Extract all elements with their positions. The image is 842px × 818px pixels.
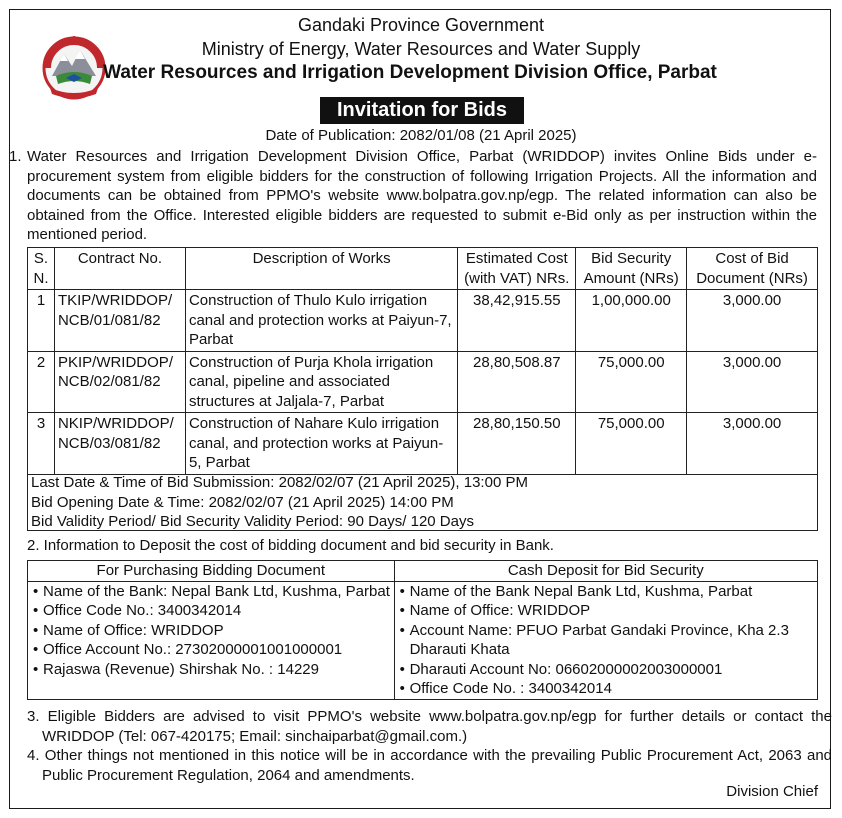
table-row xyxy=(28,351,818,413)
row-doc-cost: 3,000.00 xyxy=(687,413,818,475)
paragraph-2: 2. Information to Deposit the cost of bidding document and bid security in Bank. xyxy=(27,537,554,554)
opening-date: Bid Opening Date & Time: 2082/02/07 (21 April 2025) 14:00 PM xyxy=(31,493,454,511)
row-security: 1,00,000.00 xyxy=(576,290,687,352)
list-item: • Rajaswa (Revenue) Shirshak No. : 14229 xyxy=(31,660,391,680)
bank-left-list xyxy=(31,582,391,680)
row-sn: 1 xyxy=(28,290,55,352)
row-description: Construction of Nahare Kulo irrigation canal, and protection works at Paiyun-5, Parbat xyxy=(185,413,457,475)
row-doc-cost: 3,000.00 xyxy=(687,351,818,413)
list-item: • Name of Office: WRIDDOP xyxy=(31,621,391,641)
bank-info-table xyxy=(27,560,818,700)
list-item: • Office Account No.: 27302000001001000001 xyxy=(31,640,391,660)
bank-right-cell xyxy=(394,581,817,699)
validity-period: Bid Validity Period/ Bid Security Validity Period: 90 Days/ 120 Days xyxy=(31,513,474,530)
table-row xyxy=(28,290,818,352)
row-contract: TKIP/WRIDDOP/ NCB/01/081/82 xyxy=(54,290,185,352)
row-description: Construction of Purja Khola irrigation canal, pipeline and associated structures at Jaljala-7, Parbat xyxy=(185,351,457,413)
row-security: 75,000.00 xyxy=(576,351,687,413)
row-cost: 38,42,915.55 xyxy=(458,290,576,352)
publication-date: Date of Publication: 2082/01/08 (21 April 2025) xyxy=(265,127,577,144)
list-item: • Name of the Bank Nepal Bank Ltd, Kushma, Parbat xyxy=(398,582,814,602)
row-description: Construction of Thulo Kulo irrigation canal and protection works at Paiyun-7, Parbat xyxy=(185,290,457,352)
paragraph-4: 4. Other things not mentioned in this notice will be in accordance with the prevailing Public Procurement Act, 2063 and Public Procurement Regulation, 2064 and amendments. xyxy=(27,747,832,784)
row-doc-cost: 3,000.00 xyxy=(687,290,818,352)
bank-left-title: For Purchasing Bidding Document xyxy=(28,561,395,582)
row-contract: NKIP/WRIDDOP/ NCB/03/081/82 xyxy=(54,413,185,475)
header-doc-cost: Cost of Bid Document (NRs) xyxy=(687,248,818,290)
bank-right-list xyxy=(398,582,814,699)
submission-deadline: Last Date & Time of Bid Submission: 2082/02/07 (21 April 2025), 13:00 PM xyxy=(31,474,528,491)
list-item: • Account Name: PFUO Parbat Gandaki Province, Kha 2.3 Dharauti Khata xyxy=(398,621,814,660)
list-item: • Office Code No.: 3400342014 xyxy=(31,601,391,621)
office-name: Water Resources and Irrigation Development Division Office, Parbat xyxy=(103,62,717,83)
paragraph-1-number: 1. xyxy=(9,148,22,165)
header-security: Bid Security Amount (NRs) xyxy=(576,248,687,290)
table-row xyxy=(28,413,818,475)
header-cost: Estimated Cost (with VAT) NRs. xyxy=(458,248,576,290)
list-item: • Office Code No. : 3400342014 xyxy=(398,679,814,699)
table-header-row xyxy=(28,248,818,290)
header-contract: Contract No. xyxy=(54,248,185,290)
government-name: Gandaki Province Government xyxy=(297,15,545,35)
bank-left-cell xyxy=(28,581,395,699)
header-sn: S. N. xyxy=(28,248,55,290)
notice-title: Invitation for Bids xyxy=(320,97,524,124)
row-security: 75,000.00 xyxy=(576,413,687,475)
ministry-name: Ministry of Energy, Water Resources and Water Supply xyxy=(201,39,641,59)
row-cost: 28,80,150.50 xyxy=(458,413,576,475)
bank-right-title: Cash Deposit for Bid Security xyxy=(394,561,817,582)
list-item: • Name of Office: WRIDDOP xyxy=(398,601,814,621)
bids-table xyxy=(27,247,818,475)
row-sn: 3 xyxy=(28,413,55,475)
header-description: Description of Works xyxy=(185,248,457,290)
list-item: • Dharauti Account No: 06602000002003000001 xyxy=(398,660,814,680)
list-item: • Name of the Bank: Nepal Bank Ltd, Kushma, Parbat xyxy=(31,582,391,602)
bid-dates-box xyxy=(27,473,818,531)
row-cost: 28,80,508.87 xyxy=(458,351,576,413)
row-sn: 2 xyxy=(28,351,55,413)
row-contract: PKIP/WRIDDOP/ NCB/02/081/82 xyxy=(54,351,185,413)
paragraph-1-text: Water Resources and Irrigation Development Division Office, Parbat (WRIDDOP) invites Online Bids under e-procurement system from eligible bidders for the construction of following Irrigation Projects. All the information and documents can be obtained from PPMO's website www.bolpatra.gov.np/egp. The related information can also be obtained from the Office. Interested eligible bidders are requested to submit e-Bid only as per instruction within the mentioned period. xyxy=(27,148,817,243)
paragraph-1 xyxy=(9,147,817,245)
paragraph-3: 3. Eligible Bidders are advised to visit PPMO's website www.bolpatra.gov.np/egp for further details or contact the WRIDDOP (Tel: 067-420175; Email: sinchaiparbat@gmail.com.) xyxy=(27,708,832,745)
signature: Division Chief xyxy=(726,783,818,800)
